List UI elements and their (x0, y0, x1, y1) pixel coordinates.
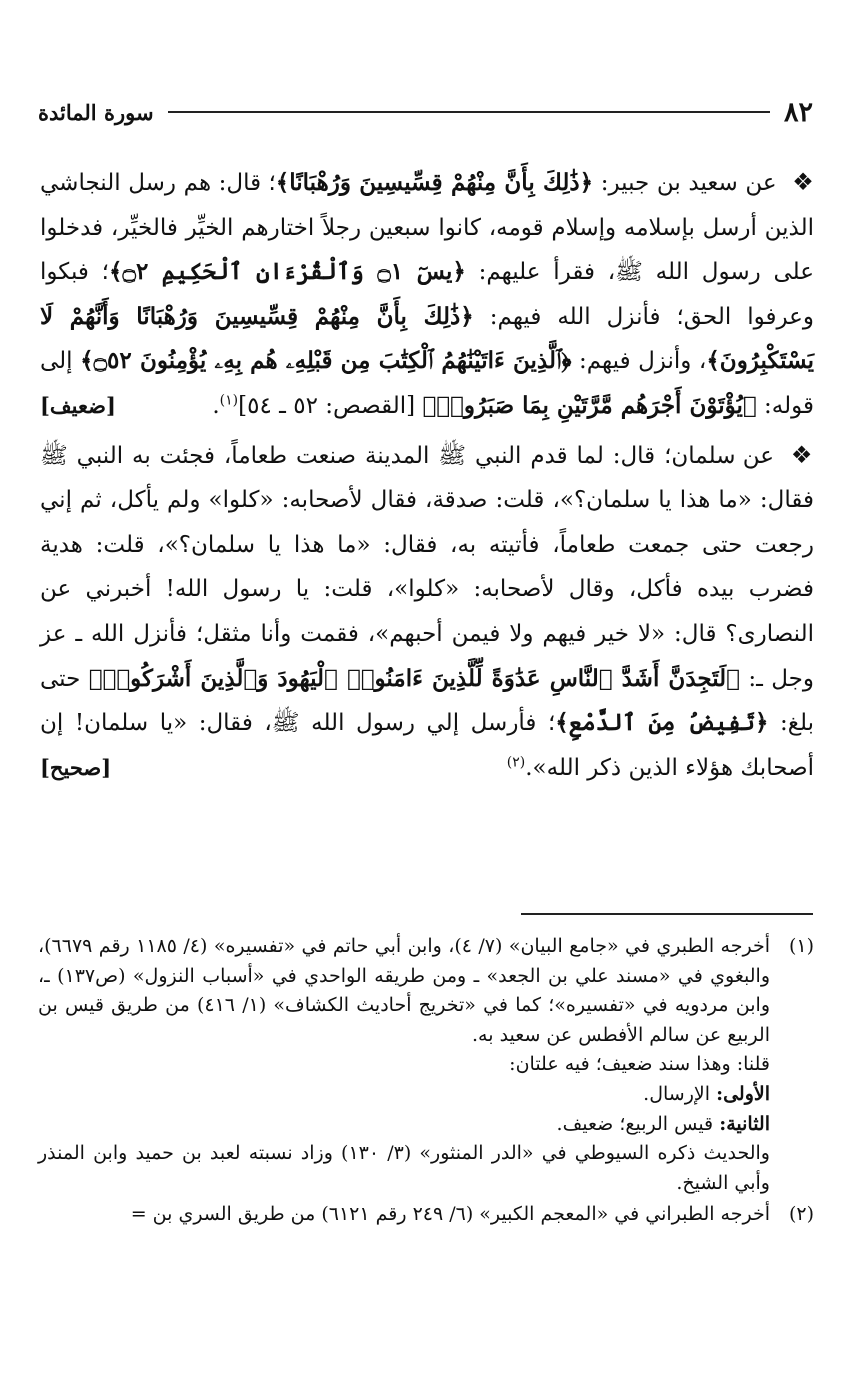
quran-verse: ﴿يُؤْتَوْنَ أَجْرَهُم مَّرَّتَيْنِ بِمَا صَبَرُوا۟﴾ (422, 391, 757, 419)
quran-verse: ﴿ٱلَّذِينَ ءَاتَيْنَٰهُمُ ٱلْكِتَٰبَ مِن قَبْلِهِۦ هُم بِهِۦ يُؤْمِنُونَ ۝٥٢﴾ (80, 347, 572, 375)
hadith-grade: [صحيح] (40, 754, 112, 780)
narration-text: ؛ قال: هم رسل النجاشي الذين أرسل بإسلامه وإسلام قومه، كانوا سبعين رجلاً اختارهم الخيِّر فالخيِّر، فدخلوا على رسول الله ﷺ، فقرأ عليهم: (40, 170, 815, 286)
diamond-bullet-icon: ❖ (792, 168, 815, 196)
main-text (40, 160, 814, 790)
footnote-item-text: الإرسال. (643, 1082, 711, 1105)
quran-verse: ﴿لَتَجِدَنَّ أَشَدَّ ٱلنَّاسِ عَدَٰوَةً لِّلَّذِينَ ءَامَنُوا۟ ٱلْيَهُودَ وَٱلَّذِينَ أَشْرَكُوا۟﴾ (88, 664, 740, 692)
quran-verse: ﴿ذَٰلِكَ بِأَنَّ مِنْهُمْ قِسِّيسِينَ وَرُهْبَانًا﴾ (275, 169, 594, 196)
footnote-paragraph: قلنا: وهذا سند ضعيف؛ فيه علتان: (509, 1053, 770, 1076)
narration-text: ، وأنزل فيهم: (578, 348, 707, 375)
footnote-paragraph: أخرجه الطبري في «جامع البيان» (٧/ ٤)، وابن أبي حاتم في «تفسيره» (٤/ ١١٨٥ رقم ٦٦٧٩)، والبغوي في «مسند علي بن الجعد» ـ ومن طريقه الواحدي في «أسباب النزول» (ص١٣٧) ـ، وابن مردويه في «تفسيره»؛ كما في «تخريج أحاديث الكشاف» (١/ ٤١٦) من طريق قيس بن الربيع عن سالم الأفطس عن سعيد به. (38, 935, 771, 1046)
quran-verse: ﴿ذَٰلِكَ بِأَنَّ مِنْهُمْ قِسِّيسِينَ وَرُهْبَانًا وَأَنَّهُمْ لَا يَسْتَكْبِرُونَ﴾ (40, 302, 814, 375)
narration-text: ؛ فأرسل إلي رسول الله ﷺ، فقال: «يا سلمان! إن أصحابك هؤلاء الذين ذكر الله». (40, 710, 814, 781)
footnote-item-text: قيس الربيع؛ ضعيف. (556, 1112, 714, 1135)
surah-title: سورة المائدة (38, 99, 154, 125)
footnote (38, 1200, 814, 1230)
footnote (38, 932, 814, 1198)
narration-text: حتى بلغ: (40, 665, 814, 737)
footnote-item-label: الثانية: (719, 1112, 770, 1135)
footnotes (38, 932, 814, 1232)
narration-intro: عن سعيد بن جبير: (600, 170, 777, 196)
footnote-item-label: الأولى: (716, 1082, 770, 1105)
narration-text: عن سلمان؛ قال: لما قدم النبي ﷺ المدينة صنعت طعاماً، فجئت به النبي ﷺ فقال: «ما هذا يا سلمان؟»، قلت: صدقة، فقال لأصحابه: «كلوا» ولم يأكل، ثم إني رجعت حتى جمعت طعاماً، فأتيته به، فقال: «ما هذا يا سلمان؟»، قلت: هدية فضرب بيده فأكل، وقال لأصحابه: «كلوا»، قلت: يا رسول الله! أخبرني عن النصارى؟ قال: «لا خير فيهم ولا فيمن أحبهم»، فقمت وأنا مثقل؛ فأنزل الله ـ عز وجل ـ: (40, 442, 815, 692)
footnote-number: (٢) (788, 1203, 814, 1226)
hadith-grade: [ضعيف] (40, 392, 116, 418)
footnote-paragraph: والحديث ذكره السيوطي في «الدر المنثور» (٣/ ١٣٠) وزاد نسبته لعبد بن حميد وابن المنذر وأبي الشيخ. (38, 1142, 770, 1194)
footnote-body (38, 1200, 770, 1230)
narration-text: ؛ فبكوا وعرفوا الحق؛ فأنزل الله فيهم: (40, 259, 815, 330)
footnote-paragraph: أخرجه الطبراني في «المعجم الكبير» (٦/ ٢٤٩ رقم ٦١٢١) من طريق السري بن = (130, 1203, 770, 1226)
narration-said-ibn-jubayr: ❖ عن سعيد بن جبير: ﴿ذَٰلِكَ بِأَنَّ مِنْهُمْ قِسِّيسِينَ وَرُهْبَانًا﴾؛ قال: هم رسل النجاشي الذين أرسل بإسلامه وإسلام قومه، كانوا سبعين رجلاً اختارهم الخيِّر فالخيِّر، فدخلوا على رسول الله ﷺ، فقرأ عليهم: ﴿يسٓ ۝١ وَٱلْقُرْءَانِ ٱلْحَكِيمِ ۝٢﴾؛ فبكوا وعرفوا الحق؛ فأنزل الله فيهم: ﴿ذَٰلِكَ بِأَنَّ مِنْهُمْ قِسِّيسِينَ وَرُهْبَانًا وَأَنَّهُمْ لَا يَسْتَكْبِرُونَ﴾، وأنزل فيهم: ﴿ٱلَّذِينَ ءَاتَيْنَٰهُمُ ٱلْكِتَٰبَ مِن قَبْلِهِۦ هُم بِهِۦ يُؤْمِنُونَ ۝٥٢﴾ إلى قوله: ﴿يُؤْتَوْنَ أَجْرَهُم مَّرَّتَيْنِ بِمَا صَبَرُوا۟﴾ [القصص: ٥٢ ـ ٥٤]$^{(١)}$. [ضعيف] (40, 160, 814, 429)
quran-verse: ﴿يسٓ ۝١ وَٱلْقُرْءَانِ ٱلْحَكِيمِ ۝٢﴾ (108, 258, 466, 286)
footnote-item (38, 1080, 770, 1110)
page-number: ٨٢ (783, 96, 813, 128)
footnote-separator (521, 913, 813, 915)
diamond-bullet-icon: ❖ (790, 440, 814, 469)
footnote-ref: (٢) (506, 754, 526, 771)
quran-verse: ﴿تَفِيضُ مِنَ ٱلدَّمْعِ﴾ (555, 709, 769, 737)
page-header (38, 92, 813, 132)
narration-salman (40, 433, 814, 791)
verse-citation: [القصص: ٥٢ ـ ٥٤] (238, 392, 416, 419)
footnote-body (38, 932, 770, 1198)
narration-text: إلى قوله: (40, 348, 814, 419)
footnote-number: (١) (788, 935, 814, 957)
header-rule (168, 111, 770, 113)
footnote-ref: (١) (219, 392, 239, 409)
footnote-item (38, 1110, 770, 1140)
